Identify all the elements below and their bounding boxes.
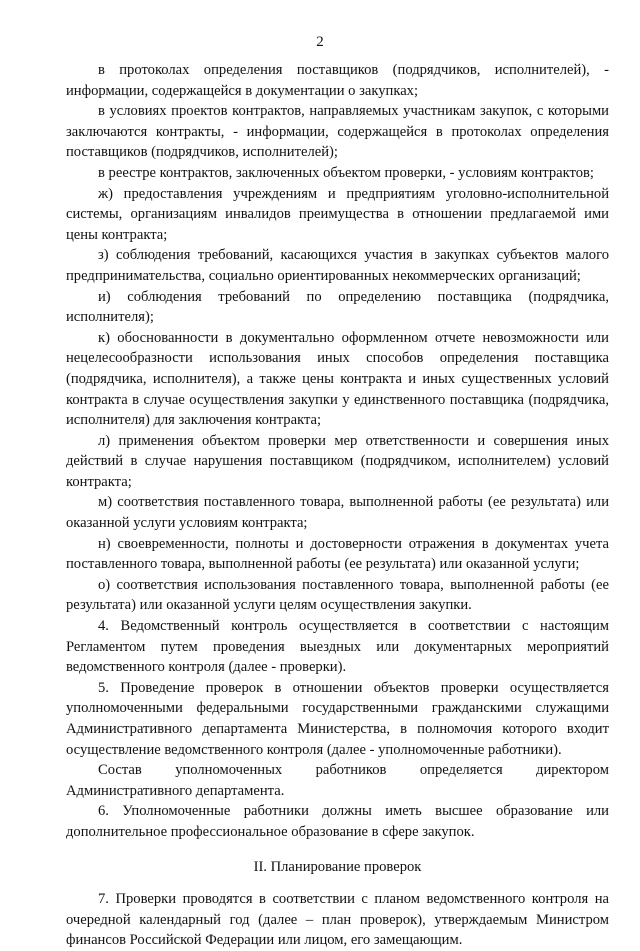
paragraph: в условиях проектов контрактов, направляемых участникам закупок, с которыми заключаются контракты, - информации, содержащейся в протоколах определения поставщиков (подрядчиков, исполнителей); — [66, 103, 609, 161]
section-heading: II. Планирование проверок — [253, 858, 422, 875]
paragraph: 4. Ведомственный контроль осуществляется в соответствии с настоящим Регламентом путем проведения выездных или документарных мероприятий ведомственного контроля (далее - проверки). — [66, 618, 609, 676]
paragraph: 6. Уполномоченные работники должны иметь высшее образование или дополнительное профессиональное образование в сфере закупок. — [66, 803, 609, 840]
paragraph: в реестре контрактов, заключенных объектом проверки, - условиям контрактов; — [98, 164, 594, 181]
paragraph: о) соответствия использования поставленного товара, выполненной работы (ее результата) или оказанной услуги целям осуществления закупки. — [66, 576, 609, 614]
paragraph: н) своевременности, полноты и достоверности отражения в документах учета поставленного товара, выполненной работы (ее результата) или оказанной услуги; — [66, 535, 609, 573]
paragraph: к) обоснованности в документально оформленном отчете невозможности или нецелесообразности использования иных способов определения поставщика (подрядчика, исполнителя), а также цены контракта и иных существенных условий контракта в случае осуществления закупки у единственного поставщика (подрядчика, исполнителя) для заключения контракта; — [66, 329, 609, 429]
paragraph: з) соблюдения требований, касающихся участия в закупках субъектов малого предпринимательства, социально ориентированных некоммерческих организаций; — [66, 247, 609, 284]
paragraph: ж) предоставления учреждениям и предприятиям уголовно-исполнительной системы, организациям инвалидов преимущества в отношении предлагаемой ими цены контракта; — [66, 185, 609, 243]
sostav-word: уполномоченных — [175, 762, 283, 779]
paragraph: 7. Проверки проводятся в соответствии с планом ведомственного контроля на очередной календарный год (далее – план проверок), утверждаемым Министром финансов Российской Федерации или лицом, его замещающим. — [66, 891, 609, 949]
paragraph: л) применения объектом проверки мер ответственности и совершения иных действий в случае нарушения поставщиком (подрядчиком, исполнителем) условий контракта; — [66, 432, 609, 490]
paragraph: 5. Проведение проверок в отношении объектов проверки осуществляется уполномоченными федеральными государственными гражданскими служащими Административного департамента Министерства, в полномочия которого входит осуществление ведомственного контроля (далее - уполномоченные работники). — [66, 679, 609, 758]
sostav-line — [66, 760, 609, 781]
sostav-word: директором — [536, 762, 609, 779]
paragraph: и) соблюдения требований по определению поставщика (подрядчика, исполнителя); — [66, 288, 609, 326]
sostav-word: определяется — [419, 762, 503, 779]
document-body — [66, 60, 609, 951]
paragraph: в протоколах определения поставщиков (подрядчиков, исполнителей), - информации, содержащейся в документации о закупках; — [66, 62, 609, 99]
sostav-word: работников — [315, 762, 387, 779]
sostav-word: Состав — [98, 762, 142, 779]
paragraph: Административного департамента. — [66, 782, 285, 799]
paragraph: м) соответствия поставленного товара, выполненной работы (ее результата) или оказанной услуги условиям контракта; — [66, 494, 609, 532]
page-number: 2 — [316, 34, 324, 50]
